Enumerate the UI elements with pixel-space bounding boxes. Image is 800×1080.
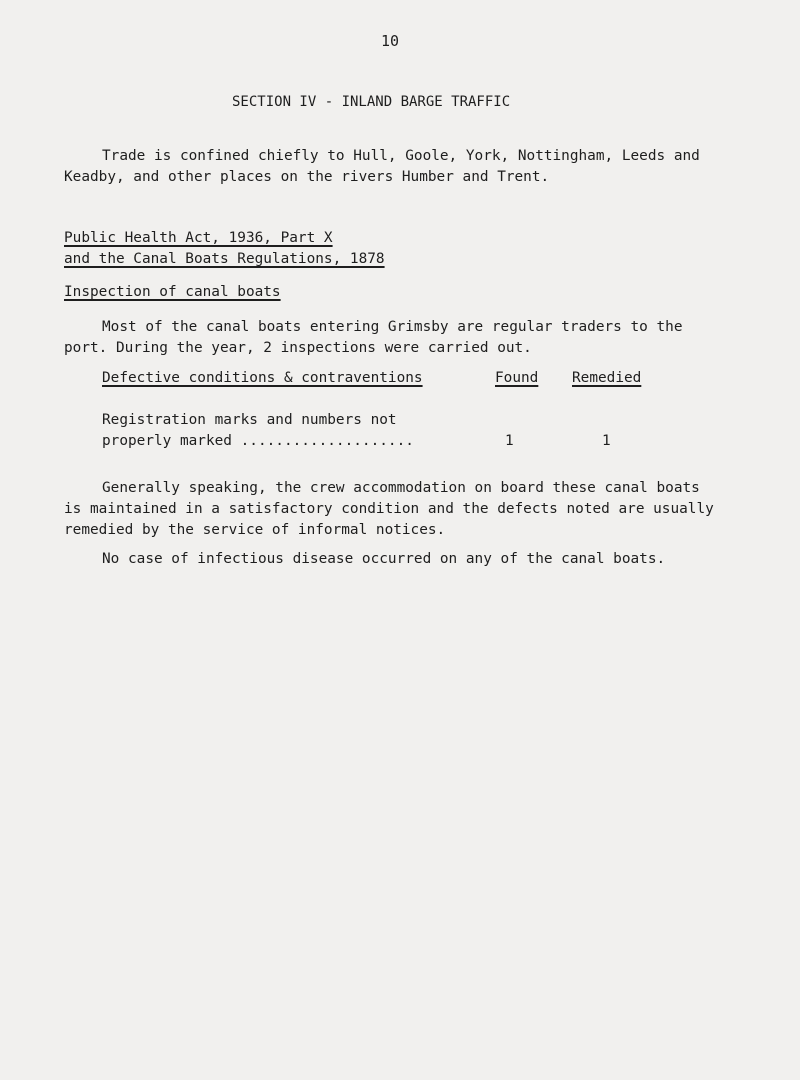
- inspection-heading: Inspection of canal boats: [64, 284, 281, 300]
- inspection-line: Most of the canal boats entering Grimsby are regular traders to the: [102, 319, 683, 335]
- defect-row-remedied-value: 1: [602, 433, 611, 449]
- found-column-header: Found: [495, 370, 539, 386]
- generally-line: Generally speaking, the crew accommodation on board these canal boats: [102, 480, 700, 496]
- inspection-paragraph: [64, 317, 764, 359]
- generally-line: is maintained in a satisfactory condition and the defects noted are usually: [64, 501, 714, 517]
- defect-row-found-value: 1: [505, 433, 514, 449]
- act-heading-line1: Public Health Act, 1936, Part X: [64, 230, 333, 246]
- intro-line: Keadby, and other places on the rivers Humber and Trent.: [64, 169, 550, 185]
- intro-line: Trade is confined chiefly to Hull, Goole, York, Nottingham, Leeds and: [102, 148, 700, 164]
- inspection-line: port. During the year, 2 inspections were carried out.: [64, 340, 532, 356]
- defect-row-label-line1: Registration marks and numbers not: [102, 412, 397, 428]
- defect-row-label-line2: properly marked ....................: [102, 433, 414, 449]
- defects-column-header: Defective conditions & contraventions: [102, 370, 423, 386]
- intro-paragraph: [64, 146, 764, 188]
- act-heading-line2: and the Canal Boats Regulations, 1878: [64, 251, 385, 267]
- remedied-column-header: Remedied: [572, 370, 642, 386]
- infectious-disease-note: No case of infectious disease occurred on any of the canal boats.: [102, 551, 666, 567]
- generally-line: remedied by the service of informal notices.: [64, 522, 446, 538]
- page-number: 10: [381, 32, 400, 50]
- section-title: SECTION IV - INLAND BARGE TRAFFIC: [232, 94, 511, 110]
- generally-paragraph: [64, 478, 764, 541]
